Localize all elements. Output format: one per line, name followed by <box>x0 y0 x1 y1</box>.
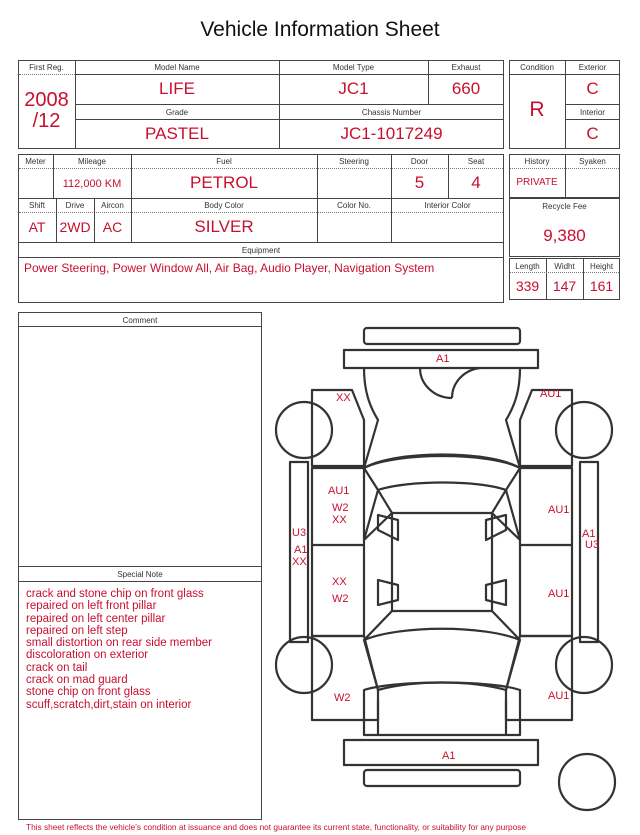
rear-bumper <box>344 740 538 765</box>
seat-value: 4 <box>471 173 481 192</box>
damage-code: AU1 <box>548 588 570 600</box>
windshield <box>364 456 520 490</box>
damage-code: U3 <box>585 539 600 551</box>
model-name-label: Model Name <box>154 63 200 72</box>
syaken-label: Syaken <box>579 157 606 166</box>
fuel-value: PETROL <box>189 173 259 192</box>
interior-label: Interior <box>580 108 605 117</box>
hood <box>364 368 520 468</box>
damage-code: A1 <box>582 528 596 540</box>
damage-code: XX <box>292 556 307 568</box>
first-reg-label: First Reg. <box>29 63 64 72</box>
special-note-label: Special Note <box>117 570 163 579</box>
height-value: 161 <box>589 278 614 294</box>
condition-value: R <box>529 98 545 121</box>
drive-value: 2WD <box>59 219 91 235</box>
roof <box>392 513 492 611</box>
right-front-fender <box>520 390 572 466</box>
drive-label: Drive <box>65 201 85 210</box>
exterior-value: C <box>586 79 599 98</box>
exhaust-label: Exhaust <box>451 63 481 72</box>
special-note-item: crack and stone chip on front glass <box>26 588 204 600</box>
special-note-item: crack on tail <box>26 661 88 674</box>
length-value: 339 <box>515 278 540 294</box>
interior-color-label: Interior Color <box>424 201 471 210</box>
mileage-value: 112,000 KM <box>62 178 122 190</box>
special-note-item: repaired on left step <box>26 624 128 637</box>
damage-code: AU1 <box>328 485 350 497</box>
left-front-wheel <box>276 402 332 458</box>
condition-label: Condition <box>520 63 554 72</box>
model-name-value: LIFE <box>159 79 195 98</box>
special-note-item: repaired on left front pillar <box>26 600 157 613</box>
spare-wheel <box>559 754 615 810</box>
equipment-value: Power Steering, Power Window All, Air Bag, Audio Player, Navigation System <box>24 261 435 275</box>
special-note-item: repaired on left center pillar <box>26 612 166 625</box>
damage-code: AU1 <box>548 504 570 516</box>
rear-bumper-strip <box>364 770 520 786</box>
rear-window <box>364 629 520 690</box>
model-type-label: Model Type <box>332 63 375 72</box>
history-value: PRIVATE <box>516 177 558 188</box>
recycle-fee-value: 9,380 <box>543 226 586 245</box>
damage-code: XX <box>332 576 347 588</box>
special-note-list <box>26 588 212 711</box>
first-reg-year: 2008 <box>24 89 69 111</box>
damage-code: A1 <box>436 353 450 365</box>
comment-label: Comment <box>122 316 158 325</box>
seat-label: Seat <box>467 157 485 166</box>
damage-code: XX <box>332 514 347 526</box>
special-note-item: scuff,scratch,dirt,stain on interior <box>26 698 192 711</box>
width-value: 147 <box>552 278 577 294</box>
damage-code: W2 <box>334 692 351 704</box>
shift-label: Shift <box>28 201 45 210</box>
fuel-label: Fuel <box>216 157 232 166</box>
chassis-number-value: JC1-1017249 <box>340 124 443 143</box>
right-rear-wheel <box>556 637 612 693</box>
equipment-label: Equipment <box>241 246 281 255</box>
meter-label: Meter <box>25 157 46 166</box>
chassis-number-label: Chassis Number <box>361 108 422 117</box>
special-note-item: stone chip on front glass <box>26 686 151 699</box>
color-no-label: Color No. <box>337 201 371 210</box>
body-color-label: Body Color <box>204 201 244 210</box>
interior-value: C <box>586 124 599 143</box>
grade-label: Grade <box>165 108 189 117</box>
right-side-panel <box>520 468 572 636</box>
front-bumper-strip <box>364 328 520 344</box>
damage-code: W2 <box>332 593 349 605</box>
history-label: History <box>524 157 550 166</box>
model-type-value: JC1 <box>338 79 369 98</box>
steering-label: Steering <box>339 157 369 166</box>
special-note-item: discoloration on exterior <box>26 649 149 662</box>
shift-value: AT <box>28 219 46 235</box>
car-damage-diagram <box>270 320 632 818</box>
door-value: 5 <box>414 173 425 192</box>
page-title: Vehicle Information Sheet <box>200 18 440 41</box>
grade-value: PASTEL <box>145 124 209 143</box>
aircon-label: Aircon <box>101 201 124 210</box>
special-note-item: crack on mad guard <box>26 674 128 687</box>
door-label: Door <box>410 157 429 166</box>
damage-code: A1 <box>294 544 308 556</box>
aircon-value: AC <box>102 219 123 235</box>
damage-code: AU1 <box>540 388 562 400</box>
width-label: Widht <box>554 262 575 271</box>
damage-code: A1 <box>442 750 456 762</box>
left-rear-fender <box>312 636 378 720</box>
body-color-value: SILVER <box>194 217 254 236</box>
damage-code: XX <box>336 392 351 404</box>
mileage-label: Mileage <box>77 157 106 166</box>
special-note-item: small distortion on rear side member <box>26 637 212 650</box>
height-label: Height <box>589 262 614 271</box>
right-front-wheel <box>556 402 612 458</box>
damage-code: U3 <box>292 527 307 539</box>
damage-code: AU1 <box>548 690 570 702</box>
left-rear-wheel <box>276 637 332 693</box>
recycle-fee-label: Recycle Fee <box>542 202 587 211</box>
first-reg-month: /12 <box>32 110 61 132</box>
disclaimer-footer: This sheet reflects the vehicle's condition at issuance and does not guarantee its current state, functionality, or suitability for any purpose <box>26 822 526 832</box>
exterior-label: Exterior <box>578 63 607 72</box>
right-step <box>580 462 598 642</box>
tail <box>364 683 520 736</box>
damage-code: W2 <box>332 502 349 514</box>
length-label: Length <box>515 262 540 271</box>
exhaust-value: 660 <box>451 79 481 98</box>
